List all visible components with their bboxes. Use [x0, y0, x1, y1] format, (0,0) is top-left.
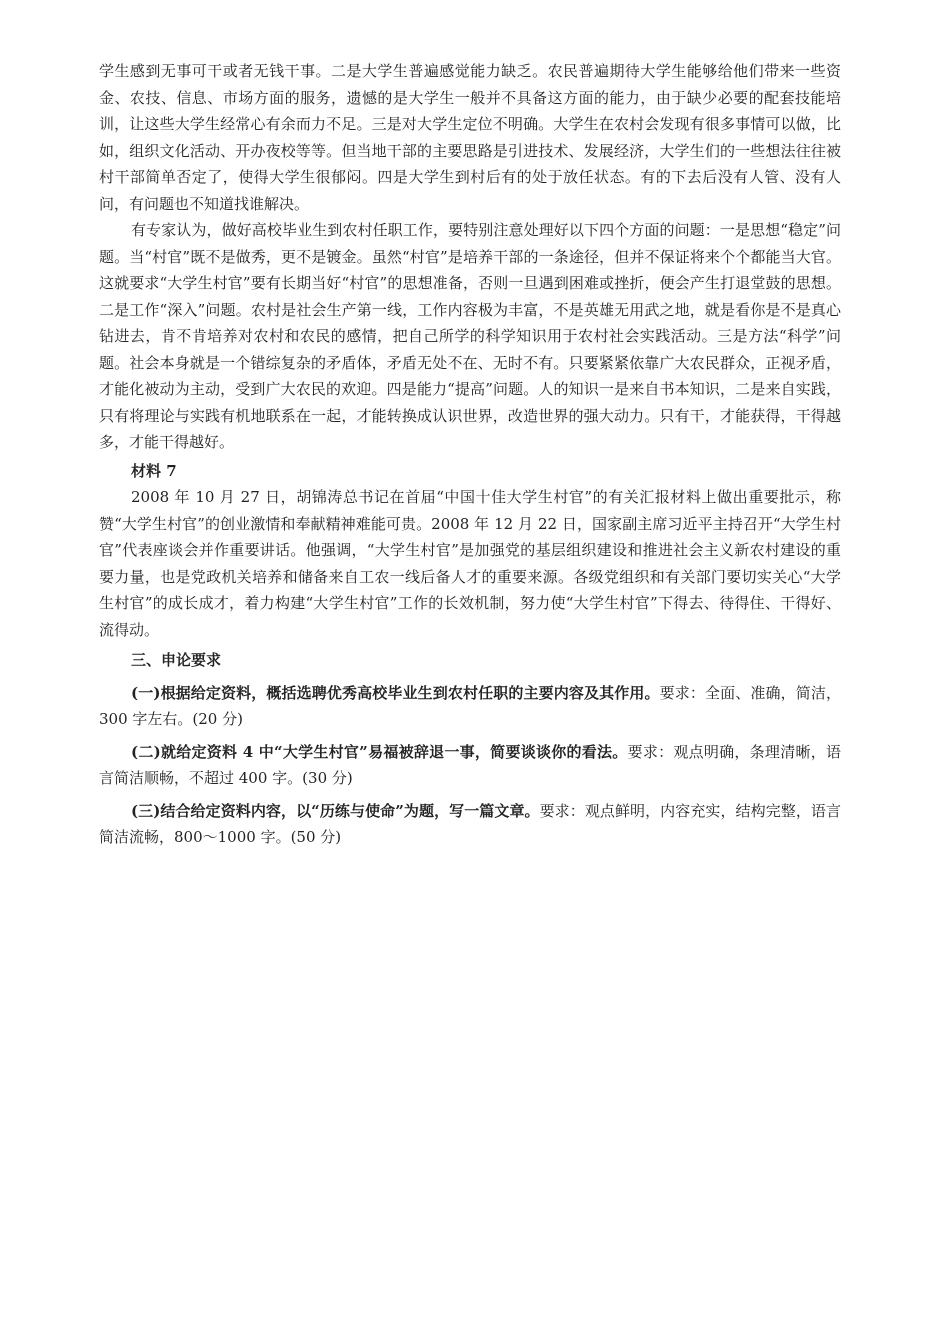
paragraph-expert-view: 有专家认为，做好高校毕业生到农村任职工作，要特别注意处理好以下四个方面的问题：一是思想“稳定”问题。当“村官”既不是做秀，更不是镀金。虽然“村官”是培养干部的一条途径，但并不保证将来个个都能当大官。这就要求“大学生村官”要有长期当好“村官”的思想准备，否则一旦遇到困难或挫折，便会产生打退堂鼓的思想。二是工作“深入”问题。农村是社会生产第一线，工作内容极为丰富，不是英雄无用武之地，就是看你是不是真心钻进去，肯不肯培养对农村和农民的感情，把自己所学的科学知识用于农村社会实践活动。三是方法“科学”问题。社会本身就是一个错综复杂的矛盾体，矛盾无处不在、无时不有。只要紧紧依靠广大农民群众，正视矛盾，才能化被动为主动，受到广大农民的欢迎。四是能力“提高”问题。人的知识一是来自书本知识，二是来自实践，只有将理论与实践有机地联系在一起，才能转换成认识世界，改造世界的强大动力。只有干，才能获得，干得越多，才能干得越好。: [99, 221, 841, 451]
material-7-heading: 材料 7: [131, 461, 177, 480]
material-7-paragraph: 2008 年 10 月 27 日，胡锦涛总书记在首届“中国十佳大学生村官”的有关汇报材料上做出重要批示，称赞“大学生村官”的创业激情和奉献精神难能可贵。2008 年 12 月 22 日，国家副主席习近平主持召开“大学生村官”代表座谈会并作重要讲话。他强调，“大学生村官”是加强党的基层组织建设和推进社会主义新农村建设的重要力量，也是党政机关培养和储备来自工农一线后备人才的重要来源。各级党组织和有关部门要切实关心“大学生村官”的成长成才，着力构建“大学生村官”工作的长效机制，努力使“大学生村官”下得去、待得住、干得好、流得动。: [99, 488, 841, 639]
question-2-requirements: 要求：观点明确，条理清晰，语言简洁顺畅，不超过 400 字。(30 分): [99, 742, 841, 787]
section-3-heading: 三、申论要求: [131, 651, 222, 669]
question-3: [99, 798, 841, 851]
question-1-requirements: 要求：全面、准确，简洁，300 字左右。(20 分): [99, 683, 841, 728]
question-3-requirements: 要求：观点鲜明，内容充实，结构完整，语言简洁流畅，800～1000 字。(50 分): [99, 801, 841, 846]
question-2: [99, 739, 841, 792]
question-3-prompt: (三)结合给定资料内容，以“历练与使命”为题，写一篇文章。: [131, 801, 540, 820]
question-1-prompt: (一)根据给定资料，概括选聘优秀高校毕业生到农村任职的主要内容及其作用。: [131, 683, 660, 702]
question-1: [99, 680, 841, 733]
question-2-prompt: (二)就给定资料 4 中“大学生村官”易福被辞退一事，简要谈谈你的看法。: [131, 742, 628, 761]
paragraph-continued: 学生感到无事可干或者无钱干事。二是大学生普遍感觉能力缺乏。农民普遍期待大学生能够给他们带来一些资金、农技、信息、市场方面的服务，遗憾的是大学生一般并不具备这方面的能力，由于缺少必要的配套技能培训，让这些大学生经常心有余而力不足。三是对大学生定位不明确。大学生在农村会发现有很多事情可以做，比如，组织文化活动、开办夜校等等。但当地干部的主要思路是引进技术、发展经济，大学生们的一些想法往往被村干部简单否定了，使得大学生很郁闷。四是大学生到村后有的处于放任状态。有的下去后没有人管、没有人问，有问题也不知道找谁解决。: [99, 62, 841, 213]
document-page: [99, 58, 841, 851]
